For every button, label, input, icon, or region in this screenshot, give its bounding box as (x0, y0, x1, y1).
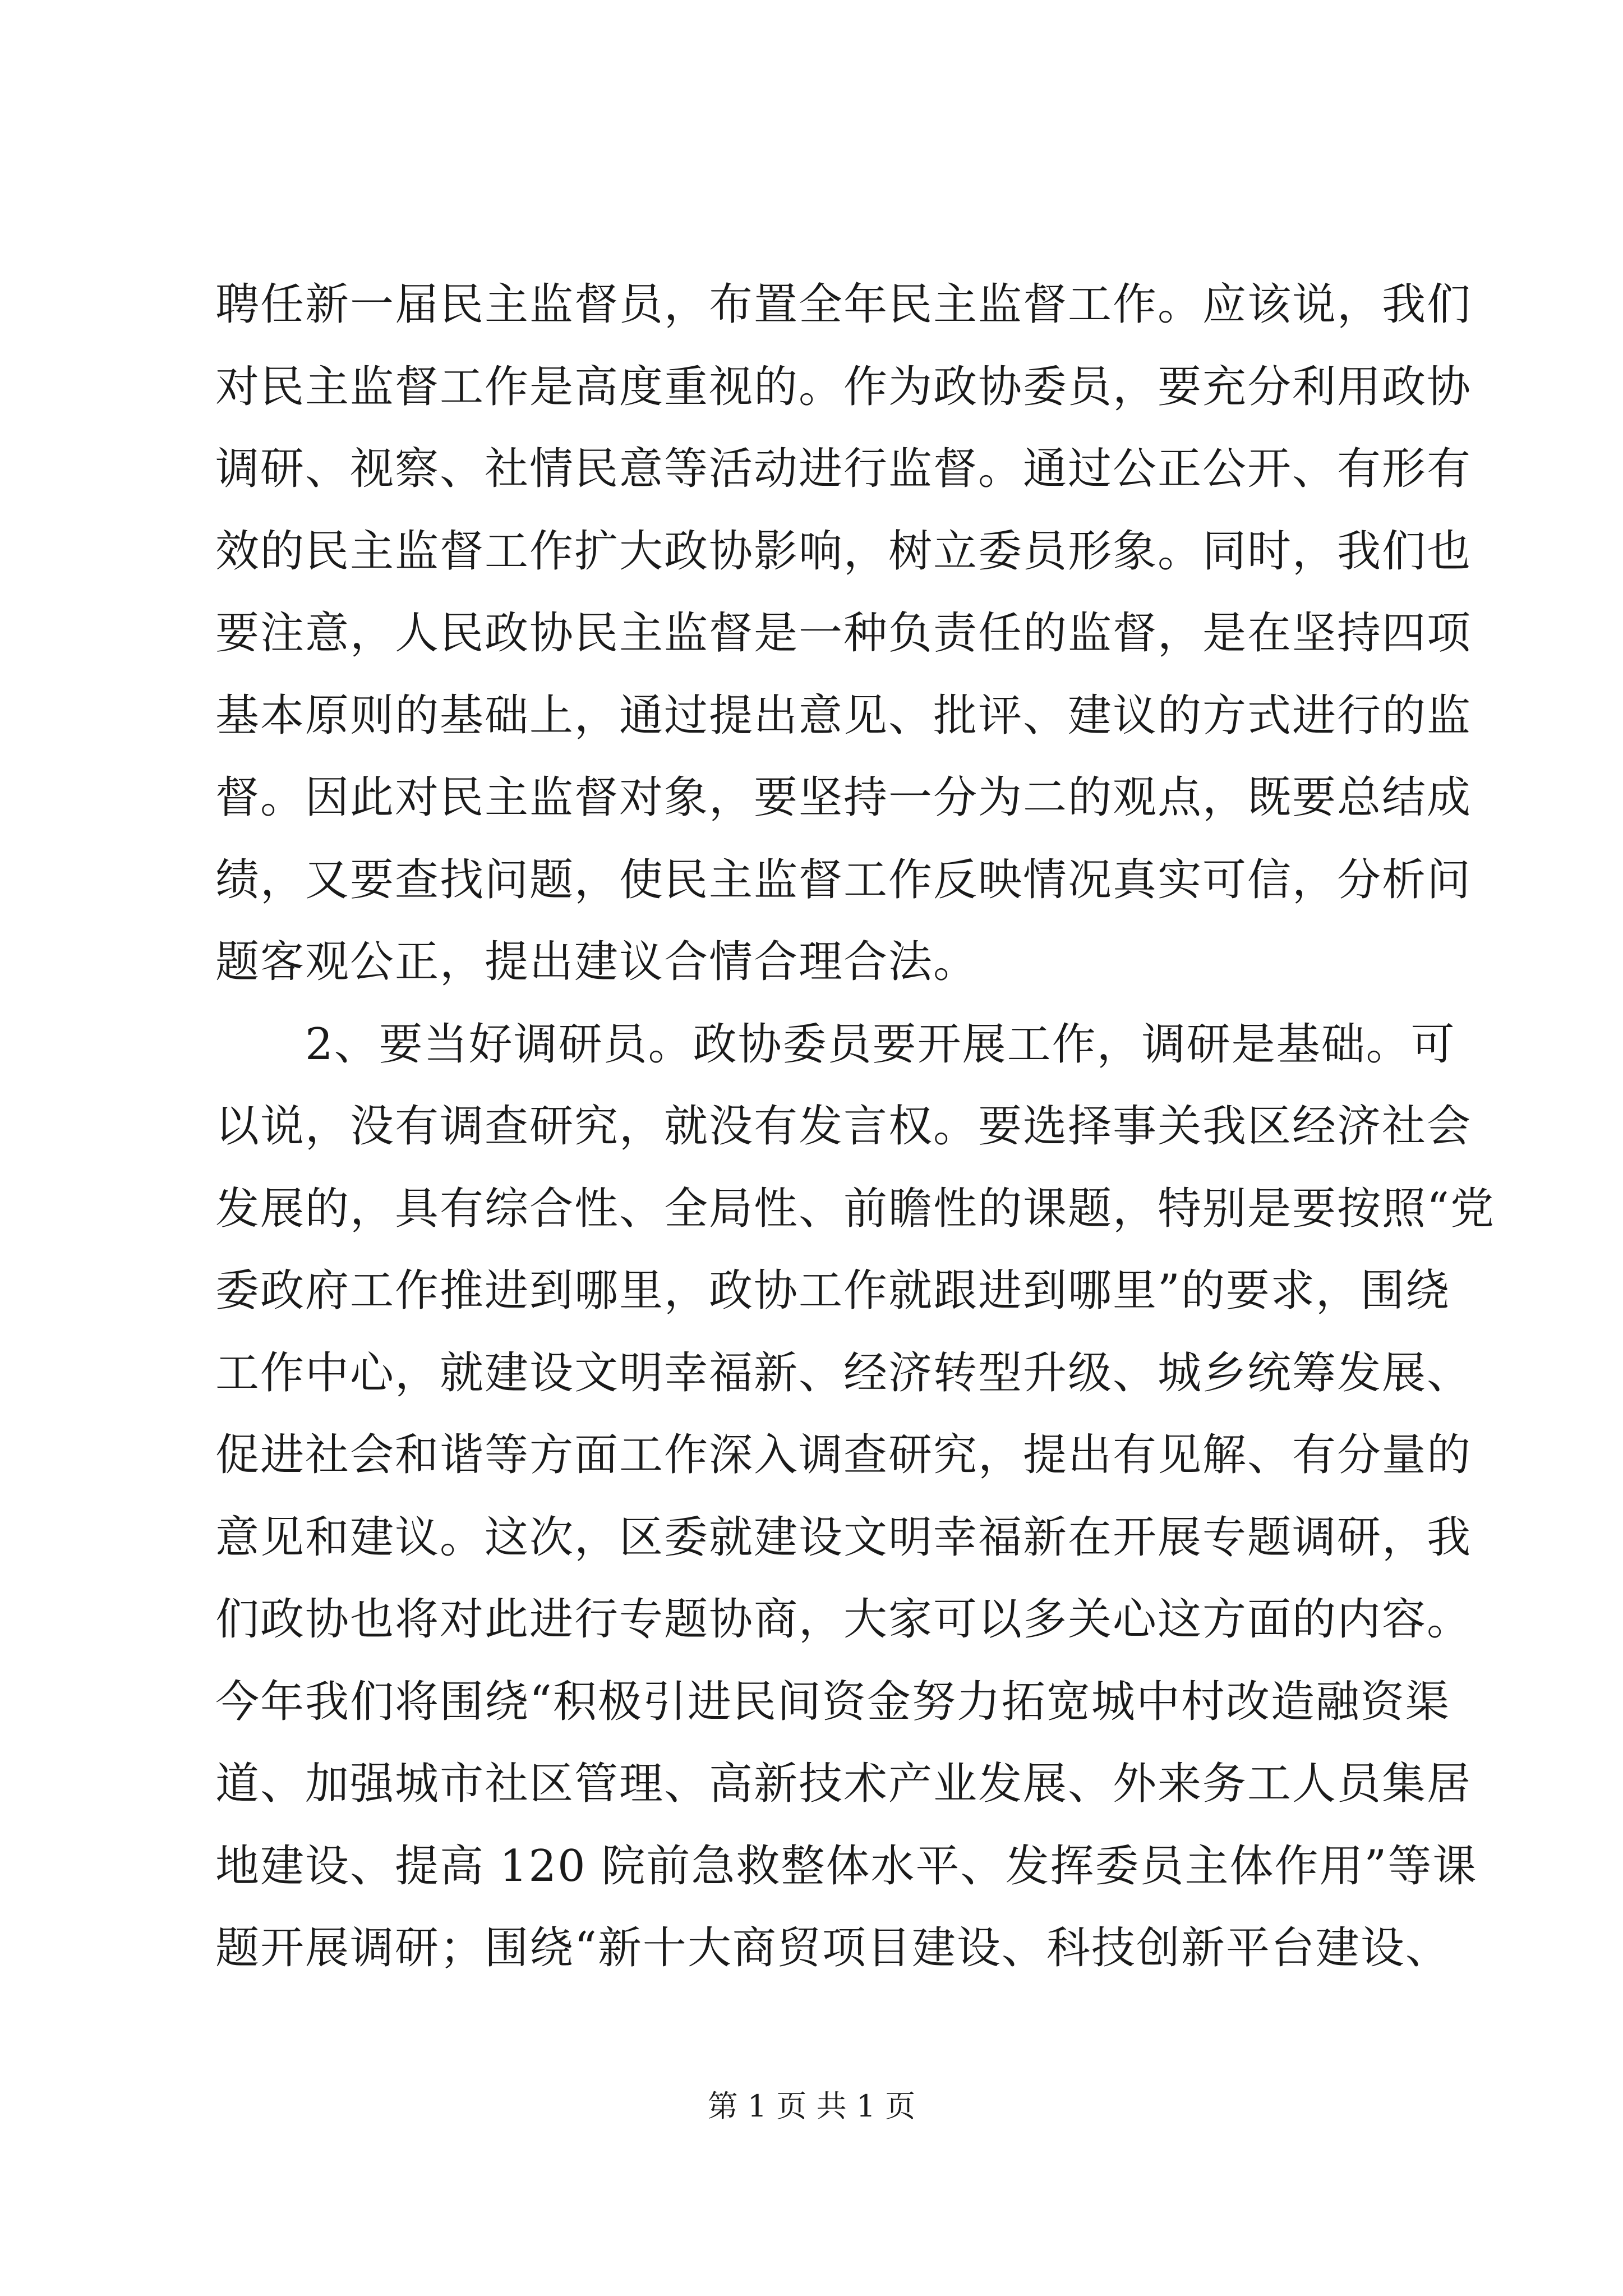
text-line: 今年我们将围绕“积极引进民间资金努力拓宽城中村改造融资渠 (215, 1676, 1450, 1727)
text-line: 以说，没有调查研究，就没有发言权。要选择事关我区经济社会 (215, 1101, 1472, 1152)
text-line: 效的民主监督工作扩大政协影响，树立委员形象。同时，我们也 (215, 526, 1472, 577)
text-line: 促进社会和谐等方面工作深入调查研究，提出有见解、有分量的 (215, 1430, 1472, 1480)
page-number-footer: 第 1 页 共 1 页 (707, 2088, 916, 2124)
text-line: 要注意，人民政协民主监督是一种负责任的监督，是在坚持四项 (215, 608, 1472, 659)
text-line: 们政协也将对此进行专题协商，大家可以多关心这方面的内容。 (215, 1594, 1472, 1645)
text-line: 调研、视察、社情民意等活动进行监督。通过公正公开、有形有 (215, 444, 1472, 494)
text-line: 督。因此对民主监督对象，要坚持一分为二的观点，既要总结成 (215, 772, 1472, 823)
text-line: 发展的，具有综合性、全局性、前瞻性的课题，特别是要按照“党 (215, 1183, 1495, 1234)
text-line: 意见和建议。这次，区委就建设文明幸福新在开展专题调研，我 (215, 1512, 1472, 1563)
text-line: 绩，又要查找问题，使民主监督工作反映情况真实可信，分析问 (215, 854, 1472, 905)
text-line: 工作中心，就建设文明幸福新、经济转型升级、城乡统筹发展、 (215, 1347, 1472, 1398)
text-line: 聘任新一届民主监督员，布置全年民主监督工作。应该说，我们 (215, 279, 1472, 330)
text-line: 题开展调研；围绕“新十大商贸项目建设、科技创新平台建设、 (215, 1923, 1450, 1973)
text-line: 2、要当好调研员。政协委员要开展工作，调研是基础。可 (215, 1019, 1456, 1070)
text-line: 委政府工作推进到哪里，政协工作就跟进到哪里”的要求，围绕 (215, 1266, 1450, 1316)
text-line: 道、加强城市社区管理、高新技术产业发展、外来务工人员集居 (215, 1759, 1472, 1809)
text-line: 对民主监督工作是高度重视的。作为政协委员，要充分利用政协 (215, 361, 1472, 412)
text-line: 基本原则的基础上，通过提出意见、批评、建议的方式进行的监 (215, 690, 1472, 741)
body-text (215, 264, 1495, 1990)
text-line: 题客观公正，提出建议合情合理合法。 (215, 937, 979, 987)
text-line: 地建设、提高 120 院前急救整体水平、发挥委员主体作用”等课 (215, 1841, 1478, 1892)
